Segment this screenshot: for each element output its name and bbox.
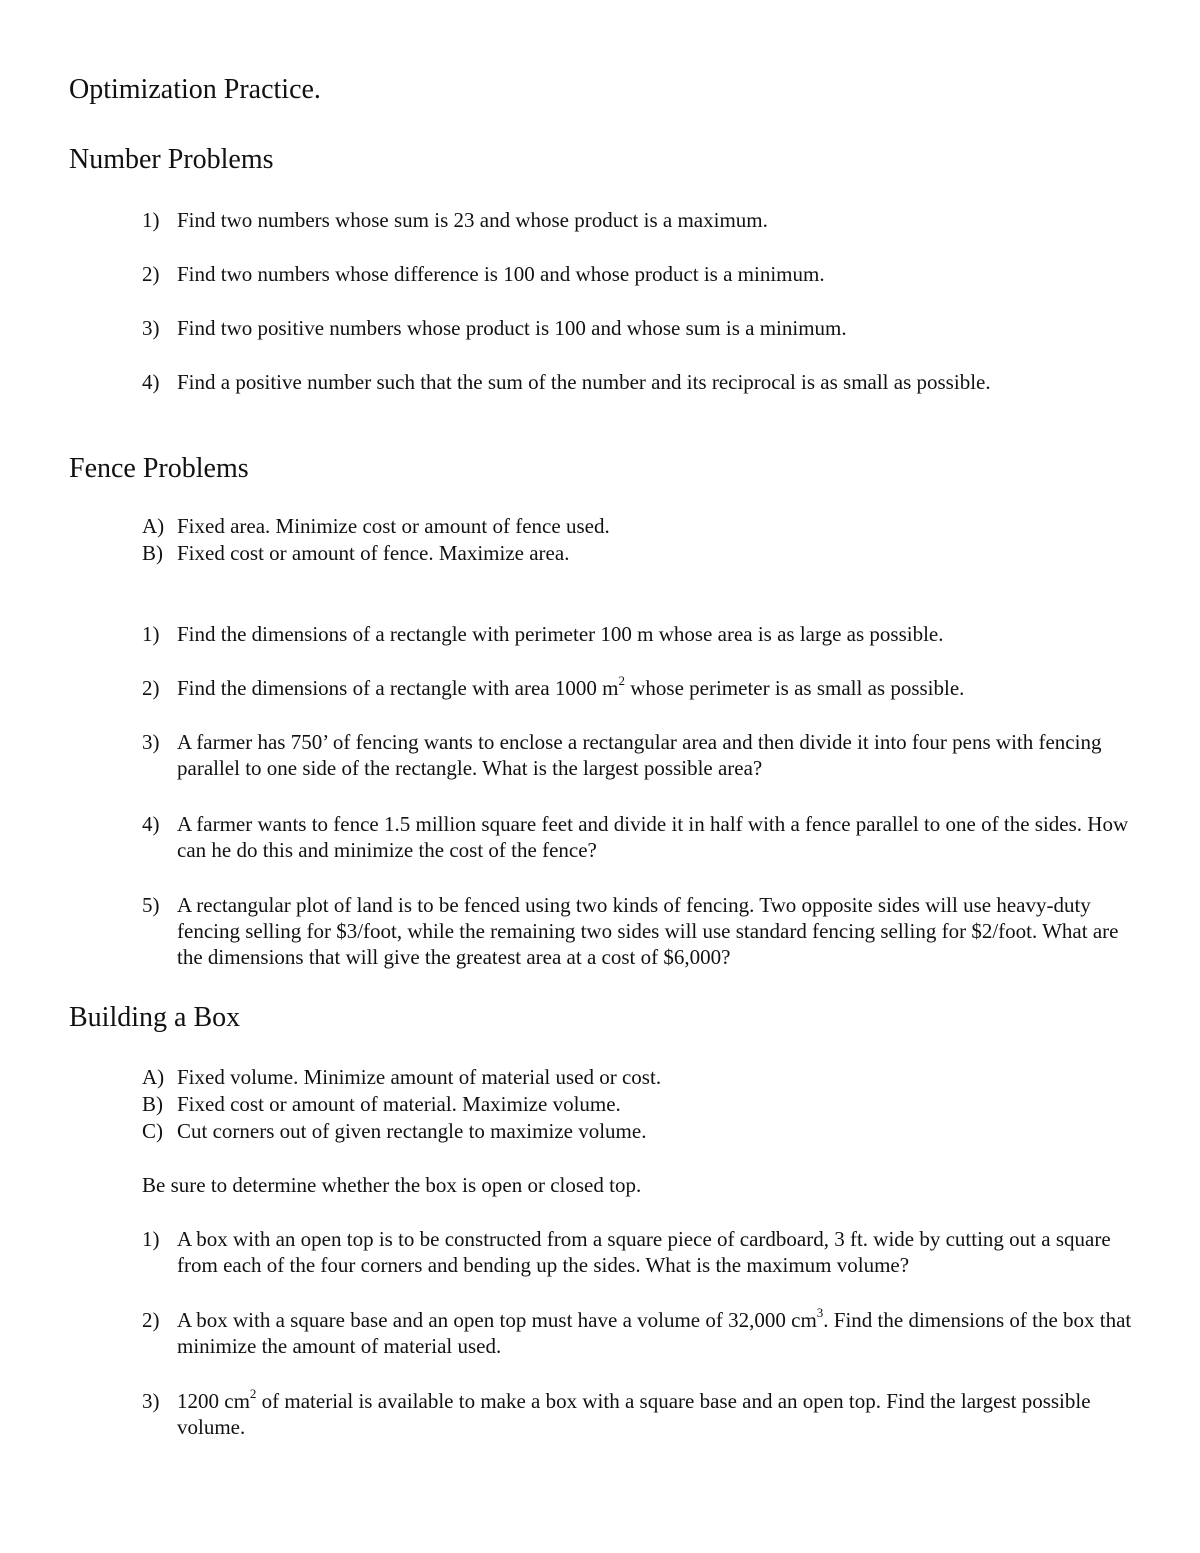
item-text bbox=[177, 1307, 1142, 1359]
item-text: Find a positive number such that the sum of the number and its reciprocal is as small as possible. bbox=[177, 370, 991, 394]
box-problem-1 bbox=[142, 1226, 1142, 1278]
superscript: 3 bbox=[816, 1305, 824, 1320]
item-text: A farmer has 750’ of fencing wants to enclose a rectangular area and then divide it into four pens with fencing parallel to one side of the rectangle. What is the largest possible area? bbox=[177, 730, 1102, 780]
fence-problem-1 bbox=[142, 621, 1142, 647]
text-part: A box with a square base and an open top must have a volume of 32,000 cm bbox=[177, 1308, 817, 1332]
item-number: 5) bbox=[142, 893, 160, 917]
item-number: 3) bbox=[142, 316, 160, 340]
fence-problems-heading: Fence Problems bbox=[69, 453, 249, 484]
item-letter: C) bbox=[142, 1119, 163, 1143]
number-problem-3 bbox=[142, 315, 1142, 341]
item-text bbox=[177, 675, 1142, 701]
item-text: Cut corners out of given rectangle to maximize volume. bbox=[177, 1119, 647, 1143]
number-problems-heading: Number Problems bbox=[69, 144, 274, 175]
item-text: Find two numbers whose difference is 100 and whose product is a minimum. bbox=[177, 262, 825, 286]
item-letter: A) bbox=[142, 1065, 165, 1089]
text-part: of material is available to make a box with a square base and an open top. Find the largest possible volume. bbox=[177, 1389, 1091, 1439]
item-text: Find two positive numbers whose product is 100 and whose sum is a minimum. bbox=[177, 316, 847, 340]
item-number: 2) bbox=[142, 676, 160, 700]
item-text: Fixed cost or amount of fence. Maximize area. bbox=[177, 541, 570, 565]
fence-problem-3 bbox=[142, 729, 1142, 781]
item-number: 2) bbox=[142, 262, 160, 286]
box-type-c bbox=[142, 1118, 1142, 1144]
box-problem-2 bbox=[142, 1307, 1142, 1359]
fence-type-a bbox=[142, 513, 1142, 539]
box-type-b bbox=[142, 1091, 1142, 1117]
box-type-a bbox=[142, 1064, 1142, 1090]
text-part: 1200 cm bbox=[177, 1389, 250, 1413]
number-problem-2 bbox=[142, 261, 1142, 287]
building-a-box-heading: Building a Box bbox=[69, 1002, 241, 1033]
number-problem-4 bbox=[142, 369, 1142, 395]
number-problem-1 bbox=[142, 207, 1142, 233]
item-letter: B) bbox=[142, 541, 163, 565]
fence-problem-5 bbox=[142, 892, 1142, 970]
item-text: Find the dimensions of a rectangle with perimeter 100 m whose area is as large as possible. bbox=[177, 622, 944, 646]
page-title: Optimization Practice. bbox=[69, 74, 321, 105]
item-number: 2) bbox=[142, 1308, 160, 1332]
item-letter: B) bbox=[142, 1092, 163, 1116]
superscript: 2 bbox=[249, 1386, 257, 1401]
superscript: 2 bbox=[618, 673, 625, 688]
item-text: Fixed cost or amount of material. Maximize volume. bbox=[177, 1092, 621, 1116]
item-text bbox=[177, 1388, 1142, 1440]
fence-problem-4 bbox=[142, 811, 1142, 863]
item-number: 4) bbox=[142, 370, 160, 394]
text-part: Find the dimensions of a rectangle with area 1000 m bbox=[177, 676, 619, 700]
item-number: 1) bbox=[142, 622, 160, 646]
item-text: Fixed area. Minimize cost or amount of fence used. bbox=[177, 514, 610, 538]
item-text: Fixed volume. Minimize amount of material used or cost. bbox=[177, 1065, 662, 1089]
fence-type-b bbox=[142, 540, 1142, 566]
item-number: 3) bbox=[142, 730, 160, 754]
text-part: . Find the dimensions of the box that minimize the amount of material used. bbox=[177, 1308, 1132, 1358]
text-part: whose perimeter is as small as possible. bbox=[624, 676, 965, 700]
open-closed-note: Be sure to determine whether the box is open or closed top. bbox=[142, 1173, 642, 1197]
box-problem-3 bbox=[142, 1388, 1142, 1440]
item-text: A farmer wants to fence 1.5 million square feet and divide it in half with a fence parallel to one of the sides. How can he do this and minimize the cost of the fence? bbox=[177, 812, 1129, 862]
item-number: 4) bbox=[142, 812, 160, 836]
item-number: 1) bbox=[142, 1227, 160, 1251]
fence-problem-2 bbox=[142, 675, 1142, 701]
item-number: 3) bbox=[142, 1389, 160, 1413]
item-number: 1) bbox=[142, 208, 160, 232]
item-text: A box with an open top is to be constructed from a square piece of cardboard, 3 ft. wide by cutting out a square from each of the four corners and bending up the sides. What is the maximum volume? bbox=[177, 1227, 1111, 1277]
item-text: A rectangular plot of land is to be fenced using two kinds of fencing. Two opposite sides will use heavy-duty fencing selling for $3/foot, while the remaining two sides will use standard fencing selling for $2/foot. What are the dimensions that will give the greatest area at a cost of $6,000? bbox=[177, 893, 1119, 969]
item-text: Find two numbers whose sum is 23 and whose product is a maximum. bbox=[177, 208, 768, 232]
item-letter: A) bbox=[142, 514, 165, 538]
